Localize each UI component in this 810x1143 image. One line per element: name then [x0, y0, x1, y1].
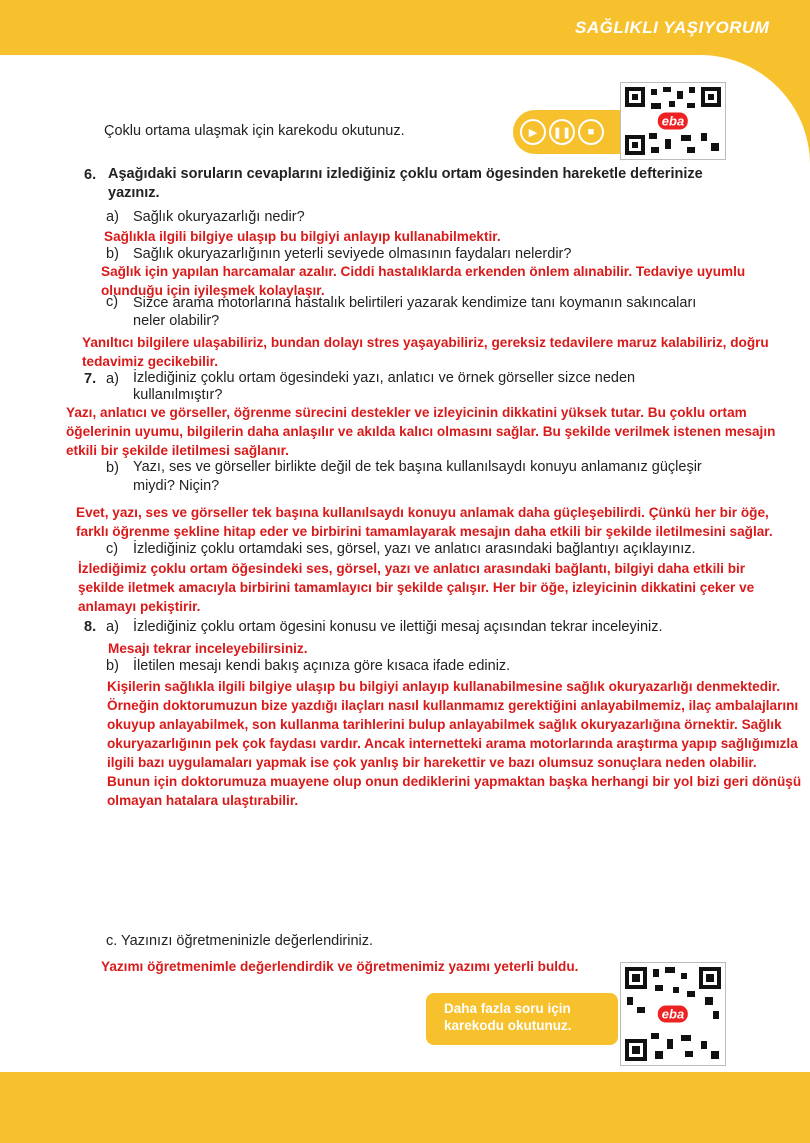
question-text: İletilen mesajı kendi bakış açınıza göre kısaca ifade ediniz. [133, 658, 511, 674]
item-label: a) [106, 371, 119, 387]
item-label: b) [106, 460, 119, 476]
eba-logo: eba [658, 1006, 688, 1023]
eba-logo: eba [658, 113, 688, 130]
footer-band [0, 1072, 810, 1143]
answer-text: Yazı, anlatıcı ve görseller, öğrenme sürecini destekler ve izleyicinin dikkatini yüksek tutar. Bu çoklu ortam öğelerinin uyumu, bilgilerin daha anlaşılır ve akılda kalıcı olmasını sağlar. Bu şekilde verilmek istenen mesajın etkili bir şekilde iletilmesi sağlanır. [66, 405, 776, 458]
item-label: a) [106, 619, 119, 635]
question-text: Sağlık okuryazarlığının yeterli seviyede olmasının faydaları nelerdir? [133, 246, 572, 262]
question-text: İzlediğiniz çoklu ortamdaki ses, görsel, yazı ve anlatıcı arasındaki bağlantıyı açıklayınız. [133, 541, 696, 557]
question-text: Yazı, ses ve görseller birlikte değil de tek başına kullanılsaydı konuyu anlamanız güçleşir miydi? Niçin? [133, 459, 702, 494]
item-label: b) [106, 246, 119, 262]
more-questions-text [444, 1000, 572, 1034]
qr-code-media[interactable] [620, 82, 726, 160]
answer-text: Yazımı öğretmenimle değerlendirdik ve öğretmenimiz yazımı yeterli buldu. [101, 959, 579, 974]
more-questions-line: Daha fazla soru için [444, 1001, 571, 1016]
more-questions-line: karekodu okutunuz. [444, 1018, 572, 1033]
question-number: 6. [84, 167, 97, 183]
answer-text: İzlediğimiz çoklu ortam öğesindeki ses, görsel, yazı ve anlatıcı arasındaki bağlantı, bilgiyi daha etkili bir şekilde iletmek amacıyla birbirini tamamlayıcı bir şekilde çalışır. Her bir öğe, izleyicinin dikkatini çeker ve anlamayı pekiştirir. [78, 561, 755, 614]
stop-icon[interactable]: ■ [578, 119, 604, 145]
question-text: Sizce arama motorlarına hastalık belirtileri yazarak kendimize tanı koymanın sakıncaları neler olabilir? [133, 295, 697, 329]
question-text: İzlediğiniz çoklu ortam ögesini konusu ve ilettiği mesaj açısından tekrar inceleyiniz. [133, 619, 663, 635]
play-icon[interactable]: ▶ [520, 119, 546, 145]
question-number: 7. [84, 371, 97, 387]
media-instruction: Çoklu ortama ulaşmak için karekodu okutunuz. [104, 123, 405, 139]
qr-code-more[interactable] [620, 962, 726, 1066]
question-text: Sağlık okuryazarlığı nedir? [133, 209, 305, 225]
item-label: b) [106, 658, 119, 674]
brand-title: SAĞLIKLI YAŞIYORUM [575, 18, 770, 37]
question-text: İzlediğiniz çoklu ortam ögesindeki yazı, anlatıcı ve örnek görseller sizce neden kullanılmıştır? [133, 370, 636, 403]
question-prompt: Aşağıdaki soruların cevaplarını izlediğiniz çoklu ortam ögesinden hareketle defterinize yazınız. [108, 166, 703, 201]
question-text: c. Yazınızı öğretmeninizle değerlendiriniz. [106, 933, 374, 949]
pause-icon[interactable]: ❚❚ [549, 119, 575, 145]
answer-text: Evet, yazı, ses ve görseller tek başına kullanılsaydı konuyu anlamak daha güçleşebilirdi. Çünkü her bir öğe, farklı öğrenme şekline hitap eder ve birbirini tamamlayarak mesajın daha etkili bir şekilde iletilmesini sağlar. [76, 505, 773, 539]
answer-text: Sağlık için yapılan harcamalar azalır. Ciddi hastalıklarda erkenden önlem alınabilir. Tedaviye uyumlu olunduğu için iyileşmek kolaylaşır. [101, 264, 746, 298]
item-label: a) [106, 209, 119, 225]
item-label: c) [106, 294, 119, 310]
answer-text: Yanıltıcı bilgilere ulaşabiliriz, bundan dolayı stres yaşayabiliriz, gereksiz tedavilere maruz kalabiliriz, doğru tedavimiz gecikebilir. [82, 335, 769, 369]
answer-text: Sağlıkla ilgili bilgiye ulaşıp bu bilgiyi anlayıp kullanabilmektir. [104, 229, 501, 244]
answer-text: Kişilerin sağlıkla ilgili bilgiye ulaşıp bu bilgiyi anlayıp kullanabilmesine sağlık okuryazarlığı denmektedir. Örneğin doktorumuzun bize yazdığı ilaçları nasıl kullanmamız gerektiğini anlayabilmemiz, ilaç ambalajlarını okuyup anlayabilmek, son kullanma tarihlerini bulup anlayabilmek sağlık okuryazarlığına örnektir. Sağlık okuryazarlığının pek çok faydası vardır. Ancak internetteki arama motorlarında araştırma yapıp sağlığımızla ilgili bazı uygulamaları yapmak ise çok yanlış bir harekettir ve bazı olumsuz sonuçlara neden olabilir. Bunun için doktorumuza muayene olup onun dediklerini yapmaktan başka herhangi bir yol bizi geri dönüşü olmayan hatalara ulaştırabilir. [107, 679, 802, 808]
item-label: c) [106, 541, 119, 557]
answer-text: Mesajı tekrar inceleyebilirsiniz. [108, 641, 308, 656]
question-number: 8. [84, 619, 97, 635]
